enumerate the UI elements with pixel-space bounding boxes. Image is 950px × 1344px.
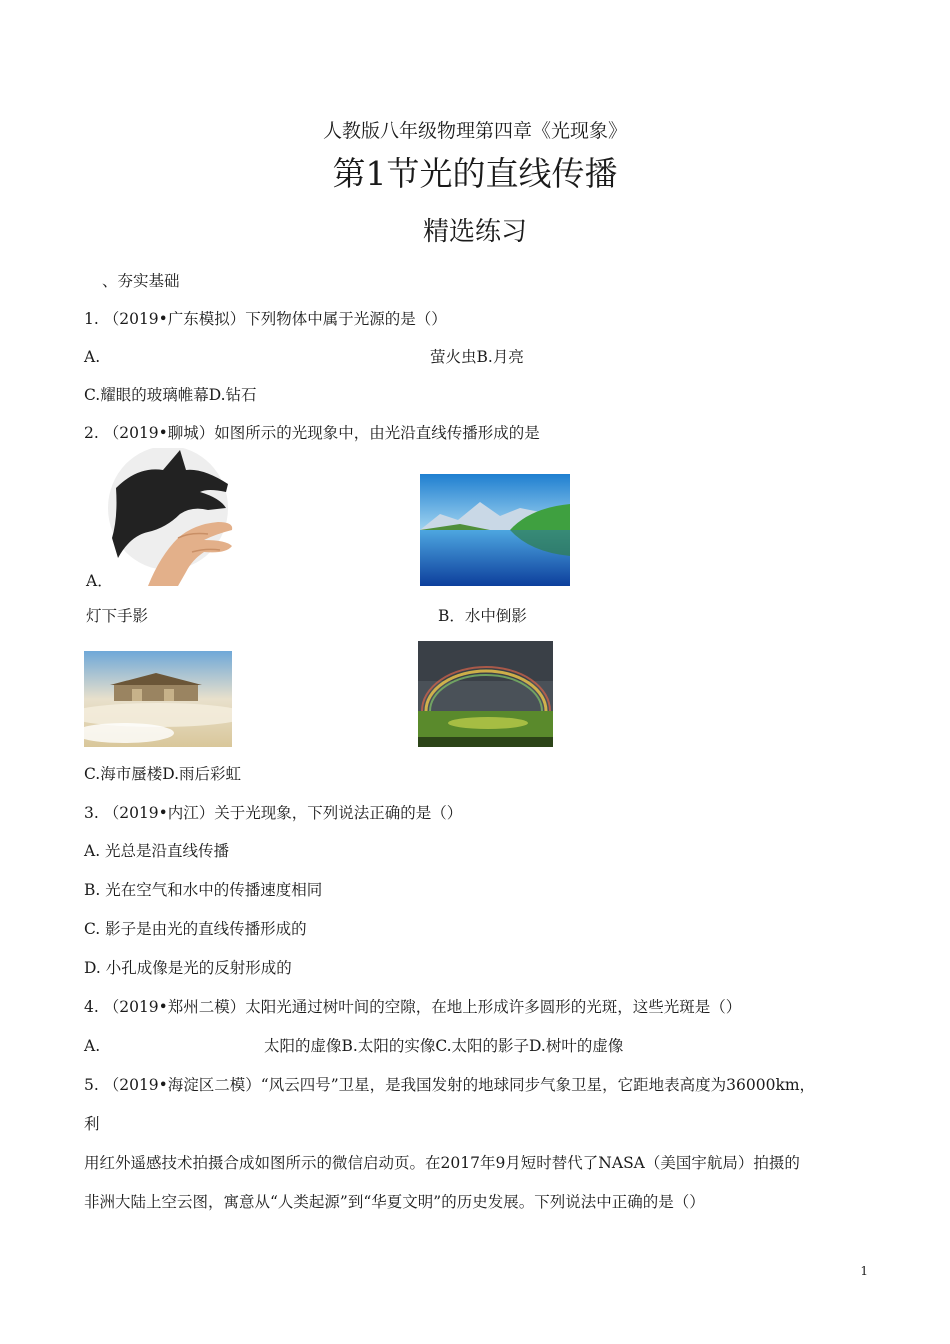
q1-option-a-label: A. [84,348,101,366]
q3-option-c: C. 影子是由光的直线传播形成的 [84,920,307,938]
q1-options-cd: C.耀眼的玻璃帷幕D.钻石 [84,386,257,404]
q4-option-a-label: A. [84,1037,101,1055]
q3-stem: 3. （2019•内江）关于光现象，下列说法正确的是（） [84,804,463,822]
q2-image-a-label: A． [86,572,113,590]
q5-line-1: 5. （2019•海淀区二模）“风云四号”卫星，是我国发射的地球同步气象卫星，它距地表高度为36000km， [84,1076,816,1094]
q2-captions-cd: C.海市蜃楼D.雨后彩虹 [84,765,242,783]
q2-stem: 2. （2019•聊城）如图所示的光现象中，由光沿直线传播形成的是 [84,424,540,442]
q3-option-b: B. 光在空气和水中的传播速度相同 [84,881,323,899]
q4-options: 太阳的虚像B.太阳的实像C.太阳的影子D.树叶的虚像 [264,1037,624,1055]
q4-stem: 4. （2019•郑州二模）太阳光通过树叶间的空隙，在地上形成许多圆形的光斑，这些光斑是（） [84,998,742,1016]
part-heading: 、夯实基础 [102,272,180,290]
q5-line-3: 用红外遥感技术拍摄合成如图所示的微信启动页。在2017年9月短时替代了NASA（美国宇航局）拍摄的 [84,1154,800,1172]
q3-option-a: A. 光总是沿直线传播 [84,842,230,860]
q1-options-ab: 萤火虫B.月亮 [430,348,524,366]
q2-caption-a: 灯下手影 [86,607,149,625]
page-number: 1 [860,1264,868,1278]
q1-stem: 1. （2019•广东模拟）下列物体中属于光源的是（） [84,310,447,328]
q5-line-4: 非洲大陆上空云图，寓意从“人类起源”到“华夏文明”的历史发展。下列说法中正确的是（） [84,1193,705,1211]
lake-reflection-image [420,474,570,586]
q3-option-d: D. 小孔成像是光的反射形成的 [84,959,292,977]
document-subtitle: 人教版八年级物理第四章《光现象》 [322,120,627,142]
document-title: 第1节光的直线传播 [332,154,618,193]
q2-caption-b: B．水中倒影 [438,607,527,625]
q5-line-2: 利 [84,1115,100,1133]
mirage-image [84,651,232,747]
hand-shadow-image [108,448,238,586]
section-title: 精选练习 [422,217,527,247]
rainbow-image [418,641,553,747]
